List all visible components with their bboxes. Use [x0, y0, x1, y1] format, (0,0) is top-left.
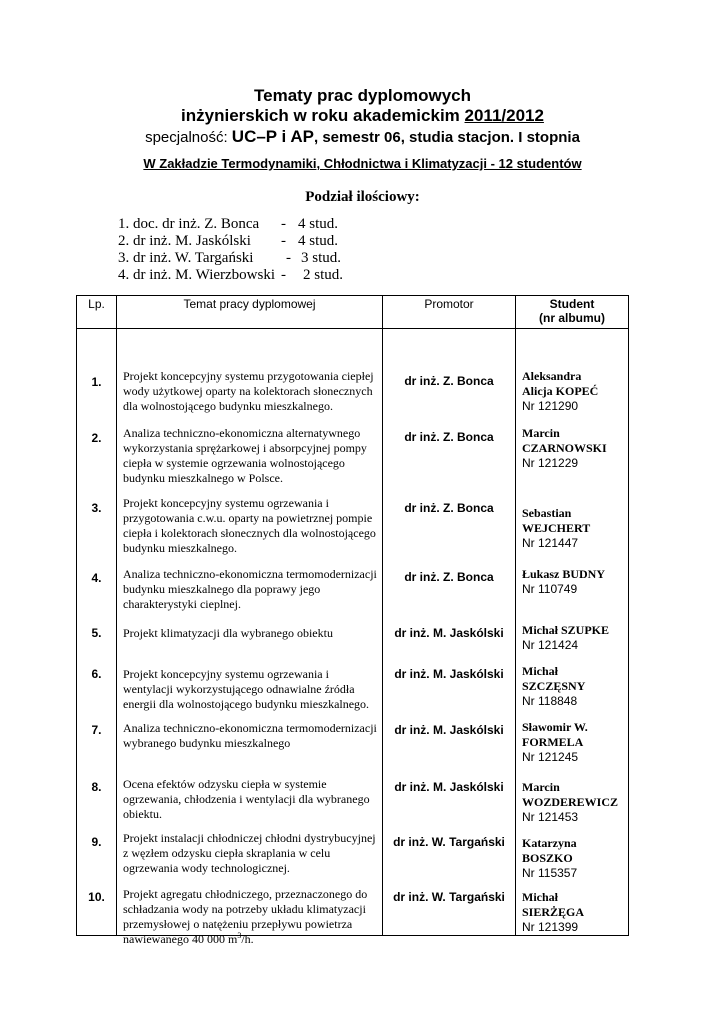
topic-column-inner: [117, 329, 382, 946]
row-topic: Projekt instalacji chłodniczej chłodni dystrybucyjnej z węzłem odzysku ciepła skraplania w celu ogrzewania wody technologicznej.: [123, 831, 376, 875]
header-student-line2: (nr albumu): [539, 311, 605, 325]
lp-column: [77, 329, 117, 936]
allocation-count: 3 stud.: [301, 250, 342, 266]
row-promotor: dr inż. Z. Bonca: [404, 374, 494, 388]
row-topic: Projekt koncepcyjny systemu przygotowania ciepłej wody użytkowej oparty na kolektorach słonecznych dla wolnostojącego budynku mieszkalnego.: [123, 369, 374, 413]
student-album: Nr 118848: [522, 694, 578, 708]
student-first: Michał: [522, 890, 558, 904]
row-topic-sup: 3: [237, 931, 242, 940]
spec-suffix: , semestr 06, studia stacjon. I stopnia: [314, 129, 580, 146]
allocation-count: 2 stud.: [303, 267, 344, 283]
row-lp: 1.: [91, 375, 102, 389]
spec-label: specjalność:: [145, 129, 232, 146]
specialization-line: [0, 127, 725, 147]
student-last: FORMELA: [522, 735, 584, 749]
student-last: SZCZĘSNY: [522, 679, 586, 693]
row-lp: 2.: [91, 431, 102, 445]
row-student: [516, 890, 628, 935]
allocation-name: 2. dr inż. M. Jaskólski: [118, 233, 251, 249]
student-last: WEJCHERT: [522, 521, 591, 535]
row-topic: Projekt klimatyzacji dla wybranego obiektu: [123, 626, 333, 640]
row-lp: 9.: [91, 835, 102, 849]
row-lp: 3.: [91, 501, 102, 515]
table-body: [77, 329, 629, 936]
thesis-table: [76, 295, 629, 946]
student-first: Katarzyna: [522, 836, 577, 850]
allocation-count: 4 stud.: [298, 233, 339, 249]
row-student: [516, 506, 628, 551]
row-topic: Analiza techniczno-ekonomiczna termomodernizacji budynku mieszkalnego dla poprawy jego charakterystyki cieplnej.: [123, 567, 377, 611]
promotor-column: [383, 329, 516, 936]
row-student: [516, 780, 628, 825]
title-line-2: [0, 106, 725, 126]
row-promotor: dr inż. Z. Bonca: [404, 430, 494, 444]
header-promotor: Promotor: [383, 296, 516, 329]
academic-year: 2011/2012: [464, 106, 544, 125]
student-last: BOSZKO: [522, 851, 573, 865]
allocation-dash: -: [281, 233, 286, 249]
student-album: Nr 121245: [522, 750, 579, 764]
student-album: Nr 110749: [522, 582, 578, 596]
student-album: Nr 115357: [522, 866, 578, 880]
row-lp: 10.: [88, 890, 105, 904]
topic-column: [117, 329, 383, 946]
student-first: Aleksandra: [522, 369, 582, 383]
allocation-name: 4. dr inż. M. Wierzbowski: [118, 267, 276, 283]
row-topic: Analiza techniczno-ekonomiczna termomodernizacji wybranego budynku mieszkalnego: [123, 721, 377, 750]
allocation-dash: -: [286, 250, 291, 266]
student-column-inner: [516, 329, 628, 935]
row-promotor: dr inż. M. Jaskólski: [394, 723, 504, 737]
student-first: Marcin: [522, 426, 560, 440]
header-student: [516, 296, 629, 329]
student-album: Nr 121399: [522, 920, 579, 934]
student-first: Michał SZUPKE: [522, 623, 610, 637]
row-topic: Projekt koncepcyjny systemu ogrzewania i wentylacji wykorzystującego odnawialne źródła energii dla wolnostojącego budynku mieszkalnego.: [123, 667, 370, 711]
row-topic: Projekt koncepcyjny systemu ogrzewania i przygotowania c.w.u. oparty na powietrznej pompie ciepła i kolektorach słonecznych dla wolnostojącego budynku mieszkalnego.: [123, 496, 376, 555]
row-promotor: dr inż. W. Targański: [393, 890, 505, 904]
allocation-name: 1. doc. dr inż. Z. Bonca: [118, 216, 260, 232]
row-student: [516, 664, 628, 709]
student-last: SIERŻĘGA: [522, 905, 585, 919]
row-promotor: dr inż. M. Jaskólski: [394, 626, 504, 640]
row-lp: 6.: [91, 667, 102, 681]
department-line: W Zakładzie Termodynamiki, Chłodnictwa i Klimatyzacji - 12 studentów: [143, 156, 582, 171]
allocation-name: 3. dr inż. W. Targański: [118, 250, 254, 266]
promotor-column-inner: [383, 329, 515, 935]
row-student: [516, 567, 628, 597]
row-promotor: dr inż. M. Jaskólski: [394, 780, 504, 794]
title-line-2-text: inżynierskich w roku akademickim: [181, 106, 465, 125]
row-student: [516, 426, 628, 471]
student-last: CZARNOWSKI: [522, 441, 607, 455]
allocation-dash: -: [281, 216, 286, 232]
row-promotor: dr inż. Z. Bonca: [404, 570, 494, 584]
row-student: [516, 623, 628, 653]
allocation-dash: -: [281, 267, 286, 283]
row-lp: 8.: [91, 780, 102, 794]
lp-column-inner: [77, 329, 116, 935]
spec-value: UC–P i AP: [231, 127, 314, 146]
table-header-row: [77, 296, 629, 329]
student-first: Sławomir W.: [522, 720, 588, 734]
header-lp: Lp.: [77, 296, 117, 329]
student-first: Marcin: [522, 780, 560, 794]
row-student: [516, 720, 628, 765]
allocation-heading: Podział ilościowy:: [305, 189, 420, 205]
header-student-line1: Student: [549, 297, 595, 311]
title-line-1: Tematy prac dyplomowych: [254, 86, 471, 105]
row-lp: 7.: [91, 723, 102, 737]
row-topic-tail: /h.: [241, 932, 254, 946]
allocation-count: 4 stud.: [298, 216, 339, 232]
row-student: [516, 369, 628, 414]
row-promotor: dr inż. Z. Bonca: [404, 501, 494, 515]
row-lp: 4.: [91, 571, 102, 585]
row-student: [516, 836, 628, 881]
header-topic: Temat pracy dyplomowej: [117, 296, 383, 329]
row-topic: Analiza techniczno-ekonomiczna alternatywnego wykorzystania sprężarkowej i absorpcyjnej pompy ciepła w systemie ogrzewania wolnostojącego budynku mieszkalnego w Polsce.: [123, 426, 367, 485]
student-column: [516, 329, 629, 936]
row-topic: Ocena efektów odzysku ciepła w systemie ogrzewania, chłodzenia i wentylacji dla wybranego obiektu.: [123, 777, 370, 821]
student-last: WOZDEREWICZ: [522, 795, 619, 809]
student-album: Nr 121290: [522, 399, 579, 413]
student-last: Alicja KOPEĆ: [522, 384, 599, 398]
row-topic-text: Projekt agregatu chłodniczego, przeznaczonego do schładzania wody na potrzeby układu klimatyzacji przemysłowej o natężeniu przepływu powietrza nawiewanego 40 000 m: [123, 887, 368, 946]
row-lp: 5.: [91, 626, 102, 640]
student-first: Michał: [522, 664, 558, 678]
row-topic: [117, 887, 382, 947]
student-album: Nr 121447: [522, 536, 579, 550]
student-first: Łukasz BUDNY: [522, 567, 606, 581]
student-first: Sebastian: [522, 506, 572, 520]
row-promotor: dr inż. W. Targański: [393, 835, 505, 849]
row-promotor: dr inż. M. Jaskólski: [394, 667, 504, 681]
student-album: Nr 121453: [522, 810, 579, 824]
student-album: Nr 121424: [522, 638, 579, 652]
student-album: Nr 121229: [522, 456, 579, 470]
